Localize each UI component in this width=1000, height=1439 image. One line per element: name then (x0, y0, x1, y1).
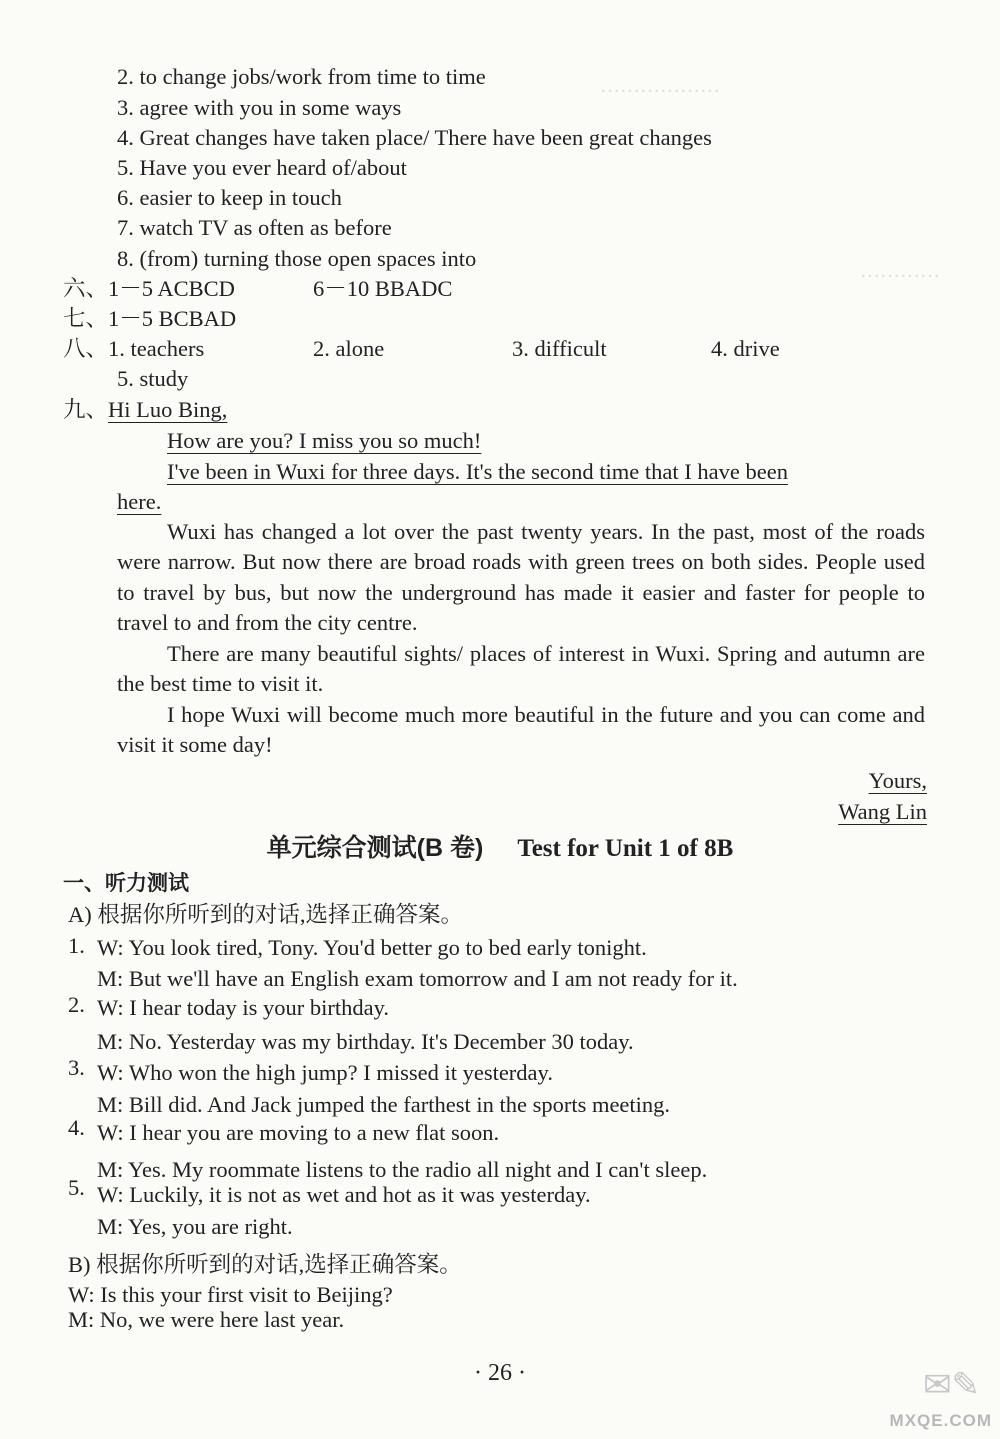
bleed-through: ………… (860, 260, 940, 282)
section-eight (63, 334, 204, 364)
section-label: 九、 (63, 397, 109, 422)
dialogue-line: W: Who won the high jump? I missed it yesterday. (97, 1060, 553, 1085)
section-six (63, 274, 235, 304)
letter-line: How are you? I miss you so much! (167, 428, 482, 453)
page-number: · 26 · (474, 1360, 526, 1386)
dialogue-line: M: Yes, you are right. (97, 1214, 293, 1239)
answer-line: 8. (from) turning those open spaces into (117, 246, 477, 271)
letter-paragraph: There are many beautiful sights/ places of interest in Wuxi. Spring and autumn are the best time to visit it. (117, 641, 925, 697)
answer-line: 2. to change jobs/work from time to time (117, 64, 486, 89)
dialogue-line: W: I hear today is your birthday. (97, 995, 389, 1020)
letter-paragraph: Wuxi has changed a lot over the past twenty years. In the past, most of the roads were narrow. But now there are broad roads with green trees on both sides. People used to travel by bus, but now the underground has made it easier and faster for people to travel to and from the city centre. (117, 519, 925, 635)
dialogue-line: W: You look tired, Tony. You'd better go to bed early tonight. (97, 935, 647, 960)
answer-item: 2. alone (313, 336, 385, 361)
question-number: 3. (68, 1055, 85, 1080)
answer-group: 1－5 BCBAD (108, 306, 237, 331)
answer-stamp-icon: ✉✎ (923, 1365, 980, 1405)
question-number: 5. (68, 1175, 85, 1200)
answer-line: 7. watch TV as often as before (117, 215, 392, 240)
question-number: 2. (68, 992, 85, 1017)
letter-line: here. (117, 489, 162, 514)
answer-line: 6. easier to keep in touch (117, 185, 342, 210)
dialogue-line: W: Luckily, it is not as wet and hot as it was yesterday. (97, 1182, 591, 1207)
dialogue-line: M: But we'll have an English exam tomorrow and I am not ready for it. (97, 966, 738, 991)
answer-group: 1－5 ACBCD (108, 276, 235, 301)
watermark-text: MXQE.COM (889, 1411, 992, 1430)
test-title (0, 828, 1000, 864)
test-title-cn: 单元综合测试(B 卷) (266, 834, 484, 862)
letter-greeting: Hi Luo Bing, (108, 397, 228, 422)
answer-item: 3. difficult (512, 336, 607, 361)
dialogue-line: W: Is this your first visit to Beijing? (68, 1282, 393, 1307)
part-instruction: B) 根据你所听到的对话,选择正确答案。 (68, 1252, 462, 1277)
section-label: 六、 (63, 276, 109, 301)
dialogue-line: M: No, we were here last year. (68, 1307, 345, 1332)
letter-closing: Yours, (868, 768, 927, 793)
letter-paragraph: I hope Wuxi will become much more beautiful in the future and you can come and visit it some day! (117, 702, 925, 758)
bleed-through: ……………… (600, 75, 720, 97)
part-instruction: A) 根据你所听到的对话,选择正确答案。 (68, 902, 463, 927)
answer-item: 4. drive (711, 336, 780, 361)
question-number: 4. (68, 1115, 85, 1140)
section-nine (63, 395, 227, 425)
section-label: 八、 (63, 336, 109, 361)
section-seven (63, 304, 236, 334)
test-title-en: Test for Unit 1 of 8B (517, 835, 734, 862)
dialogue-line: M: Yes. My roommate listens to the radio all night and I can't sleep. (97, 1157, 708, 1182)
watermark-logo (842, 1365, 992, 1431)
answer-line: 5. Have you ever heard of/about (117, 155, 407, 180)
letter-line: I've been in Wuxi for three days. It's the second time that I have been (167, 459, 788, 484)
answer-line: 3. agree with you in some ways (117, 95, 402, 120)
answer-line: 4. Great changes have taken place/ There have been great changes (117, 125, 712, 150)
dialogue-line: W: I hear you are moving to a new flat soon. (97, 1120, 500, 1145)
dialogue-line: M: Bill did. And Jack jumped the farthest in the sports meeting. (97, 1092, 671, 1117)
answer-group: 6－10 BBADC (313, 276, 453, 301)
question-number: 1. (68, 933, 85, 958)
answer-item: 1. teachers (108, 336, 205, 361)
dialogue-line: M: No. Yesterday was my birthday. It's December 30 today. (97, 1029, 634, 1054)
answer-item: 5. study (117, 366, 189, 391)
section-heading: 一、听力测试 (63, 872, 189, 895)
letter-signature: Wang Lin (838, 799, 927, 824)
section-label: 七、 (63, 306, 109, 331)
